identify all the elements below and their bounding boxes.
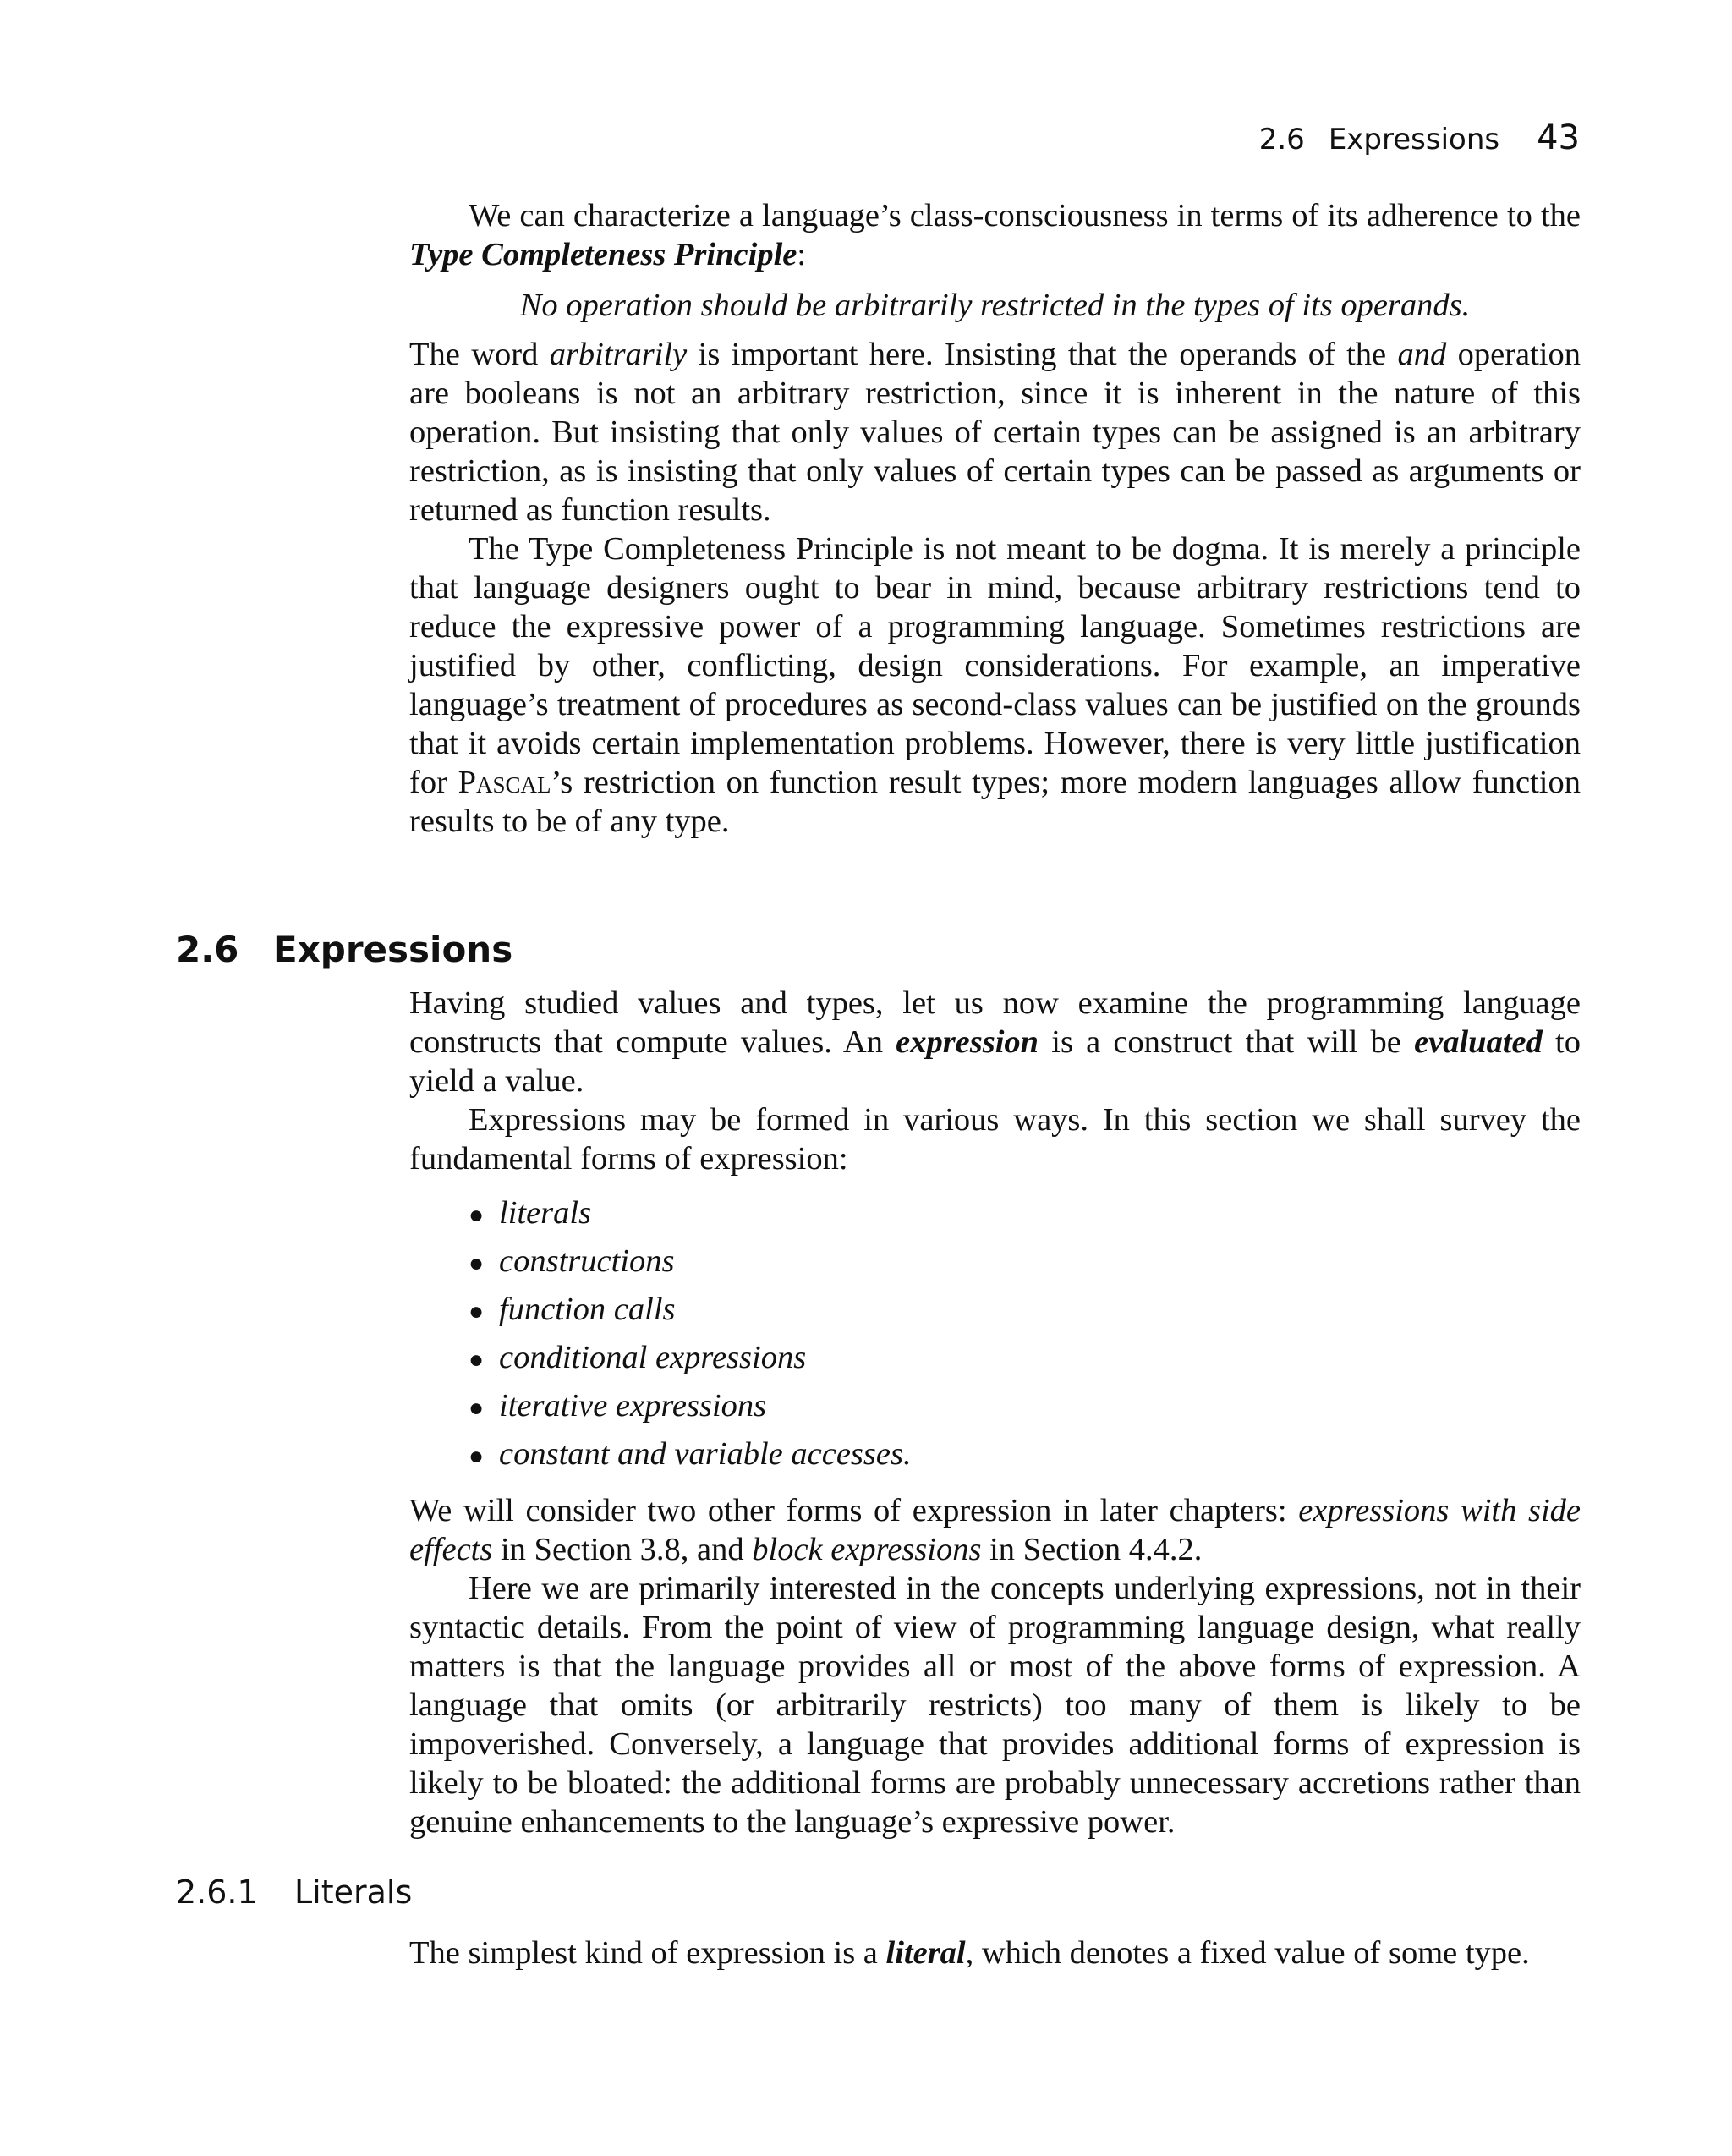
expressions-text-block [409,984,1581,1841]
bullet-icon: ● [469,1394,485,1422]
language-name-pascal: Pascal [458,765,551,800]
list-item [469,1335,1581,1383]
text-run: to yield a value. [409,1024,1581,1099]
section-title: Expressions [273,929,513,970]
text-run: is important here. Insisting that the operands of the [687,337,1398,372]
list-item [469,1238,1581,1286]
term-type-completeness-principle: Type Completeness Principle [409,237,797,272]
list-item [469,1383,1581,1431]
running-head-title: Expressions [1328,123,1500,156]
text-run: The Type Completeness Principle is not meant to be dogma. It is merely a principle that language designers ought to bear in mind, because arbitrary restrictions tend to reduce the expressive power of a programming language. Sometimes restrictions are justified by other, conflicting, design considerations. For example, an imperative language’s treatment of procedures as second-class values can be justified on the grounds that it avoids certain implementation problems. However, there is very little justification for [409,531,1581,800]
list-item-label: iterative expressions [499,1388,767,1424]
bullet-icon: ● [469,1346,485,1374]
emphasis-arbitrarily: arbitrarily [549,337,688,372]
intro-text-block [409,196,1581,841]
bullet-icon: ● [469,1297,485,1325]
list-item-label: constructions [499,1243,675,1279]
text-run: We can characterize a language’s class-consciousness in terms of its adherence to the [469,198,1581,233]
emphasis-side-effects: expressions with side effects [409,1493,1581,1567]
list-item [469,1286,1581,1335]
paragraph-type-completeness [409,196,1581,274]
list-item-label: conditional expressions [499,1340,807,1375]
text-run: in Section 3.8, and [492,1532,753,1567]
paragraph-other-forms [409,1491,1581,1569]
paragraph-forms: Expressions may be formed in various ways. In this section we shall survey the fundamental forms of expression: [409,1102,1581,1177]
text-run: ’s restriction on function result types; more modern languages allow function results to be of any type. [409,765,1581,839]
paragraph-having-studied [409,984,1581,1100]
term-evaluated: evaluated [1414,1024,1543,1060]
section-number: 2.6 [176,929,239,970]
text-run: is a construct that will be [1039,1024,1415,1060]
running-head [1259,118,1580,157]
text-run: We will consider two other forms of expression in later chapters: [409,1493,1299,1528]
text-run: The word [409,337,550,372]
list-item-label: literals [499,1195,592,1231]
paragraph-literal [409,1934,1581,1972]
section-heading-2-6 [176,929,512,970]
bullet-icon: ● [469,1249,485,1277]
emphasis-block-expressions: block expressions [752,1532,982,1567]
literals-text-block [409,1934,1581,1972]
text-run: The simplest kind of expression is a [409,1935,886,1971]
term-literal: literal [885,1935,966,1971]
page-number: 43 [1537,118,1580,157]
text-run: , which denotes a fixed value of some type. [965,1935,1530,1971]
subsection-heading-2-6-1 [176,1873,412,1911]
expression-forms-list [469,1190,1581,1479]
list-item [469,1190,1581,1238]
text-run: operation are booleans is not an arbitrary restriction, since it is inherent in the nature of this operation. But insisting that only values of certain types can be assigned is an arbitrary restriction, as is insisting that only values of certain types can be passed as arguments or returned as function results. [409,337,1581,528]
paragraph-concepts: Here we are primarily interested in the concepts underlying expressions, not in their syntactic details. From the point of view of programming language design, what really matters is that the language provides all or most of the above forms of expression. A language that omits (or arbitrarily restricts) too many of them is likely to be impoverished. Conversely, a language that provides additional forms of expression is likely to be bloated: the additional forms are probably unnecessary accretions rather than genuine enhancements to the language’s expressive power. [409,1571,1581,1840]
text-run: Having studied values and types, let us now examine the programming language constructs that compute values. An [409,985,1581,1060]
paragraph-dogma [409,529,1581,841]
running-head-section: 2.6 [1258,123,1305,156]
subsection-title: Literals [294,1873,413,1911]
text-run: in Section 4.4.2. [981,1532,1203,1567]
term-expression: expression [896,1024,1039,1060]
list-item-label: constant and variable accesses. [499,1436,912,1472]
text-run: : [797,237,807,272]
bullet-icon: ● [469,1442,485,1470]
list-item [469,1431,1581,1479]
emphasis-and: and [1397,337,1447,372]
paragraph-arbitrarily [409,335,1581,529]
principle-quote: No operation should be arbitrarily restricted in the types of its operands. [519,288,1471,323]
subsection-number: 2.6.1 [176,1873,258,1911]
bullet-icon: ● [469,1201,485,1229]
list-item-label: function calls [499,1292,676,1327]
